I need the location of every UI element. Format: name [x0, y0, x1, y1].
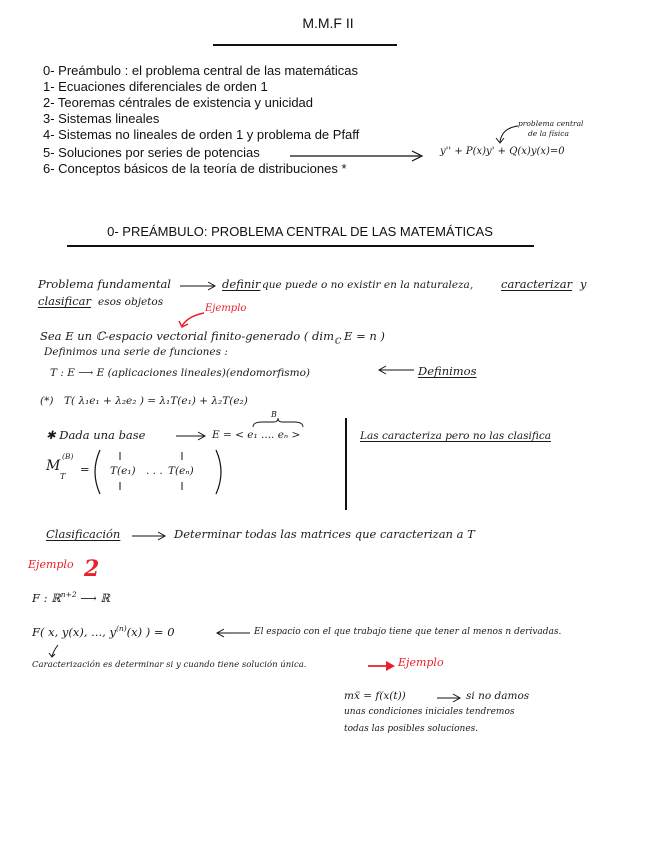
- func-eq-text: F( x, y(x), ..., y: [32, 624, 116, 639]
- matrix-entry-1: T(e₁): [110, 465, 136, 477]
- right-note-text: Las caracteriza pero no las clasifica: [360, 430, 551, 442]
- toc-item-3: 3- Sistemas lineales: [43, 111, 160, 126]
- section-heading: 0- PREÁMBULO: PROBLEMA CENTRAL DE LAS MATEMÁTICAS: [107, 224, 493, 239]
- func-map-text: F : ℝ: [32, 590, 61, 605]
- sea-line: [40, 329, 385, 345]
- toc-item-0: 0- Preámbulo : el problema central de las matemáticas: [43, 63, 359, 78]
- sea-sub: ℂ: [333, 336, 341, 346]
- definimos-right: Definimos: [418, 364, 477, 378]
- toc-item-2: 2- Teoremas céntrales de existencia y unicidad: [43, 95, 314, 110]
- newton-note-2: unas condiciones iniciales tendremos: [344, 707, 515, 717]
- clasificacion-label: Clasificación: [46, 527, 121, 541]
- title-underline: [213, 44, 397, 46]
- base-brace-label: B: [271, 410, 277, 419]
- arrow-right-icon: [180, 280, 220, 292]
- clasificar-word: clasificar: [38, 294, 92, 308]
- caracterizar-word: caracterizar: [501, 277, 573, 291]
- section-underline: [67, 245, 534, 247]
- matrix-symbol: [46, 458, 60, 474]
- red-arrow-right-icon: [368, 660, 396, 672]
- toc-item-4: 4- Sistemas no lineales de orden 1 y problema de Pfaff: [43, 127, 360, 142]
- matrix-letter: M: [46, 458, 61, 474]
- clasificar-rest: esos objetos: [98, 296, 164, 308]
- note-problem-central: problema central: [518, 119, 584, 128]
- arrow-right-icon: [437, 692, 463, 704]
- note-physics: de la física: [528, 129, 569, 138]
- definimos-line: Definimos una serie de funciones :: [44, 346, 228, 358]
- t-map: T : E ⟶ E (aplicaciones lineales)(endomorfismo): [50, 367, 310, 379]
- problem-rest: que puede o no existir en la naturaleza,: [262, 279, 474, 291]
- matrix-equals: =: [80, 462, 90, 476]
- matrix-entry-n: T(eₙ): [168, 465, 194, 477]
- page-title: M.M.F II: [302, 15, 354, 31]
- sea-text: Sea E un ℂ-espacio vectorial finito-generado ( dim: [40, 329, 334, 343]
- func-map-sup: n+2: [60, 590, 77, 599]
- func-map-to: ⟶ ℝ: [80, 590, 110, 605]
- func-eq-end: (x) ) = 0: [126, 624, 175, 639]
- curved-arrow-icon: [496, 124, 520, 146]
- matrix-dots: . . .: [146, 465, 163, 477]
- toc-item-5: 5- Soluciones por series de potencias: [43, 145, 260, 160]
- matrix-subscript: T: [60, 472, 66, 481]
- base-label: ✱ Dada una base: [46, 428, 146, 442]
- right-note: [360, 430, 551, 442]
- ejemplo-number-2: 2: [84, 556, 100, 582]
- problem-label: Problema fundamental: [38, 277, 171, 291]
- arrow-right-icon: [132, 530, 168, 542]
- small-arrow-icon: [48, 644, 62, 658]
- newton-note-1: si no damos: [466, 690, 530, 702]
- matrix-superscript: (B): [62, 452, 74, 461]
- equation-note: y'' + P(x)y' + Q(x)y(x)=0: [440, 146, 565, 157]
- vertical-divider: [345, 418, 347, 510]
- ejemplo-label-2: Ejemplo: [28, 558, 74, 571]
- red-arrow-icon: [178, 310, 206, 330]
- arrow-right-icon: [290, 148, 430, 164]
- arrow-left-icon: [216, 627, 250, 639]
- func-note: El espacio con el que trabajo tiene que tener al menos n derivadas.: [254, 627, 562, 637]
- arrow-right-icon: [176, 430, 208, 442]
- linearity-eq: T( λ₁e₁ + λ₂e₂ ) = λ₁T(e₁) + λ₂T(e₂): [64, 395, 248, 407]
- func-eq: [32, 624, 175, 639]
- ejemplo-label-1: Ejemplo: [205, 303, 247, 314]
- toc-item-6: 6- Conceptos básicos de la teoría de distribuciones *: [43, 161, 347, 176]
- ejemplo-label-3: Ejemplo: [398, 656, 444, 669]
- clasificacion-text: Determinar todas las matrices que caracterizan a T: [174, 527, 475, 541]
- func-eq-sup: (n): [115, 624, 127, 633]
- newton-eq: mẍ = f(x(t)): [344, 690, 406, 702]
- caract-line: Caracterización es determinar si y cuando tiene solución única.: [32, 660, 307, 670]
- newton-note-3: todas las posibles soluciones.: [344, 724, 479, 734]
- toc-item-1: 1- Ecuaciones diferenciales de orden 1: [43, 79, 268, 94]
- func-map: [32, 590, 110, 605]
- arrow-left-icon: [378, 364, 414, 376]
- brace-icon: [252, 418, 304, 428]
- linearity-prefix: (*): [40, 395, 54, 407]
- sea-end: E = n ): [344, 329, 385, 343]
- y-word: y: [580, 277, 587, 291]
- base-set: E = < e₁ .... eₙ >: [212, 429, 301, 441]
- definir-word: definir: [222, 277, 261, 291]
